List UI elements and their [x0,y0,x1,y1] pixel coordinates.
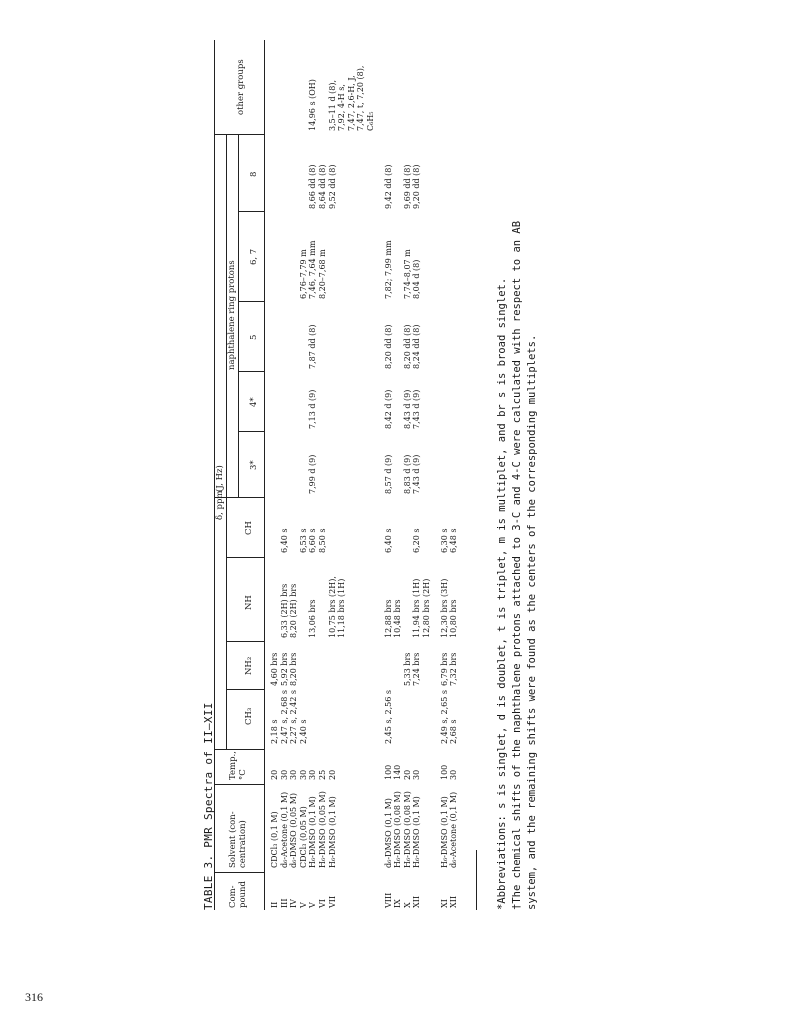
cell-temp: 20 [327,769,337,780]
cell-h3: 7,99 d (9) [308,454,318,494]
cell-compound: VI [318,899,327,908]
cell-solvent: d₆-DMSO (0,1 M) [383,798,393,868]
cell-temp: 140 [393,764,403,780]
cell-compound: III [279,898,289,908]
cell-nh: 8,20 (2H) brs [289,583,299,638]
col-sep [226,689,264,690]
cell-h4: 8,43 d (9) [402,389,412,429]
cell-temp: 30 [449,769,459,780]
cell-h8: 8,66 dd (8) [308,164,318,209]
footnote-shifts: †The chemical shifts of the naphthalene protons attached to 3-C and 4-C were calculated with respect to an AB [511,220,523,910]
cell-h5: 8,20 dd (8) [383,324,393,369]
cell-ch: 6,60 s [308,528,318,553]
cell-temp: 30 [412,769,422,780]
cell-nh2: 7,24 brs [412,652,422,686]
cell-ch: 6,40 s [279,528,289,553]
cell-compound: II [270,901,279,908]
cell-h67: 7,74–8,07 m [402,249,412,299]
cell-compound: XII [412,895,422,908]
cell-ch3: 2,68 s [449,719,459,744]
cell-h5: 7,87 dd (8) [308,324,318,369]
cell-h4: 7,13 d (9) [308,389,318,429]
cell-h4: 7,43 d (9) [412,389,422,429]
cell-solvent: CDCl₃ (0,05 M) [298,806,308,868]
cell-solvent: H₆-DMSO (0,1 M) [412,796,422,868]
cell-h4: 8,42 d (9) [383,389,393,429]
cell-nh: 11,94 brs (1H) [412,578,422,638]
table-title: TABLE 3. PMR Spectra of II–XII [202,702,215,910]
footnote-shifts-cont: system, and the remaining shifts were found as the centers of the corresponding multiplets. [526,334,538,910]
hdr-j: (J, Hz) [215,465,225,492]
cell-nh: 12,88 brs [383,599,393,638]
cell-other: 7,47, t, 7,20 (8), [356,65,366,131]
cell-ch: 8,50 s [318,528,327,553]
cell-compound: XI [439,899,449,908]
hdr-temp: Temp., °C [228,751,248,780]
hdr-5: 5 [249,334,259,340]
cell-temp: 25 [318,769,327,780]
cell-compound: VIII [383,892,393,908]
cell-nh: 10,80 brs [449,599,459,638]
cell-solvent: H₆-DMSO (0,05 M) [318,791,327,868]
hdr-3: 3* [249,460,259,470]
naph-rule [238,135,239,498]
cell-nh2: 7,32 brs [449,652,459,686]
cell-compound: XII [449,895,459,908]
cell-h3: 8,57 d (9) [383,454,393,494]
cell-h5: 8,20 dd (8) [402,324,412,369]
hdr-ch3: CH₃ [244,707,254,725]
cell-solvent: d₆-Acetone (0,1 M) [449,791,459,868]
col-sep [238,211,264,212]
cell-ch3: 2,49 s, 2,65 s [439,689,449,744]
col-sep [226,641,264,642]
cell-solvent: d₆-Acetone (0,1 M) [279,791,289,868]
cell-h3: 7,43 d (9) [412,454,422,494]
cell-nh2: 8,20 brs [289,652,299,686]
cell-solvent: d₆-DMSO (0,05 M) [289,792,299,868]
cell-compound: IV [289,899,299,908]
col-sep [214,134,264,135]
cell-ch3: 2,18 s [270,719,279,744]
cell-nh2: 5,92 brs [279,652,289,686]
cell-ch3: 2,47 s, 2,68 s [279,689,289,744]
col-sep [214,749,264,750]
cell-other: 7,92, 4-H s, [337,84,347,131]
col-sep [238,371,264,372]
cell-h8: 9,42 dd (8) [383,164,393,209]
col-sep [214,872,264,873]
hdr-8: 8 [249,171,259,177]
cell-nh: 6,33 (2H) brs [279,583,289,638]
cell-nh: 13,06 brs [308,599,318,638]
cell-ch: 6,20 s [412,528,422,553]
cell-ch3: 2,40 s [298,719,308,744]
cell-h67: 7,46, 7,64 mm [308,240,318,299]
cell-temp: 20 [270,769,279,780]
cell-nh2: 5,33 brs [402,652,412,686]
col-sep [214,784,264,785]
hdr-nh: NH [244,595,254,610]
cell-nh: 11,18 brs (1H) [337,578,347,638]
bottom-rule [476,850,477,910]
cell-nh: 10,48 brs [393,599,403,638]
cell-h8: 9,52 dd (8) [327,164,337,209]
cell-temp: 30 [279,769,289,780]
cell-solvent: H₆-DMSO (0,1 M) [327,796,337,868]
cell-solvent: H₆-DMSO (0,08 M) [393,791,403,868]
cell-compound: VII [327,895,337,908]
page-number: 316 [25,990,43,1004]
cell-temp: 20 [402,769,412,780]
hdr-naph: naphthalene ring protons [227,260,237,370]
cell-solvent: CDCl₃ (0,1 M) [270,811,279,868]
hdr-67: 6, 7 [249,248,259,265]
col-sep [238,301,264,302]
hdr-other: other groups [236,59,246,115]
cell-h67: 7,82; 7,99 mm [383,240,393,299]
cell-nh2: 6,79 brs [439,652,449,686]
footnote-abbrev: *Abbreviations: s is singlet, d is doublet, t is triplet, m is multiplet, and br s is broad singlet. [496,277,508,910]
cell-solvent: H₆-DMSO (0,1 M) [439,796,449,868]
cell-other: 7,47, 2,6-H, J, [346,75,356,131]
cell-h3: 8,83 d (9) [402,454,412,494]
cell-ch: 6,40 s [383,528,393,553]
cell-other: C₆H₅ [366,111,375,131]
cell-h8: 9,69 dd (8) [402,164,412,209]
rotated-table-block [200,40,538,910]
cell-solvent: H₆-DMSO (0,1 M) [308,796,318,868]
hdr-solvent: Solvent (con- centration) [228,811,248,868]
cell-compound: X [402,902,412,908]
delta-rule [226,135,227,750]
cell-compound: V [308,902,318,908]
cell-other: 3,5–11 d (8), [327,80,337,131]
cell-other: 14,96 s (OH) [308,79,318,131]
cell-ch3: 2,45 s, 2,56 s [383,689,393,744]
header-rule [264,40,265,910]
cell-ch: 6,30 s [439,528,449,553]
cell-h8: 8,64 dd (8) [318,164,327,209]
cell-nh: 12,30 brs (3H) [439,578,449,638]
cell-ch: 6,48 s [449,528,459,553]
cell-nh: 10,75 brs (2H), [327,576,337,638]
cell-temp: 100 [383,764,393,780]
cell-h67: 8,04 d (8) [412,259,422,299]
cell-h67: 6,76–7,79 m [298,249,308,299]
cell-temp: 30 [308,769,318,780]
col-sep [238,431,264,432]
cell-h5: 8,24 dd (8) [412,324,422,369]
cell-solvent: H₆-DMSO (0,08 M) [402,791,412,868]
hdr-delta: δ, ppm [215,490,225,520]
col-sep [226,557,264,558]
cell-ch3: 2,27 s, 2,42 s [289,689,299,744]
cell-nh: 12,80 brs (2H) [422,578,431,638]
hdr-nh2: NH₂ [244,656,254,675]
hdr-compound: Com- pound [228,881,248,908]
cell-h67: 8,20–7,68 m [318,249,327,299]
cell-compound: V [298,902,308,908]
cell-temp: 30 [298,769,308,780]
cell-temp: 100 [439,764,449,780]
cell-temp: 30 [289,769,299,780]
table [214,40,479,910]
cell-ch: 6,53 s [298,528,308,553]
cell-nh2: 4,60 brs [270,652,279,686]
cell-h8: 9,20 dd (8) [412,164,422,209]
hdr-ch: CH [244,521,254,535]
cell-compound: IX [393,899,403,908]
hdr-4: 4* [249,397,259,407]
